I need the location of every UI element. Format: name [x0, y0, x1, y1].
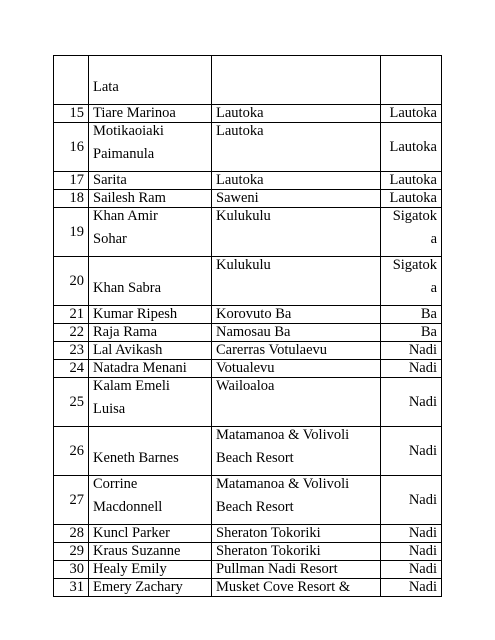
name-line: Kuncl Parker: [93, 525, 170, 541]
table-body: [54, 56, 442, 597]
table-row: [54, 525, 442, 543]
town-line: a: [430, 231, 437, 247]
location-cell: [212, 561, 381, 579]
name-cell: [89, 324, 212, 342]
location-line: Namosau Ba: [216, 324, 291, 340]
table-row: [54, 190, 442, 208]
row-number: 17: [54, 172, 89, 190]
town-cell: Ba: [381, 324, 442, 342]
row-number: 18: [54, 190, 89, 208]
table-row: [54, 324, 442, 342]
name-cell: [89, 56, 212, 105]
row-number: 16: [54, 123, 89, 172]
location-cell: [212, 324, 381, 342]
location-line: Votualevu: [216, 360, 275, 376]
name-line: Kraus Suzanne: [93, 543, 181, 559]
name-line: Emery Zachary: [93, 579, 183, 595]
location-cell: [212, 427, 381, 476]
town-cell: Ba: [381, 306, 442, 324]
town-cell: Nadi: [381, 543, 442, 561]
row-number: 21: [54, 306, 89, 324]
table-row: [54, 123, 442, 172]
location-line: Carerras Votulaevu: [216, 342, 328, 358]
name-line: Lal Avikash: [93, 342, 163, 358]
name-line: Natadra Menani: [93, 360, 187, 376]
location-cell: [212, 190, 381, 208]
town-line: Sigatok: [392, 208, 437, 224]
row-number: 24: [54, 360, 89, 378]
location-line: Beach Resort: [216, 450, 294, 466]
town-cell: Nadi: [381, 427, 442, 476]
location-line: Lautoka: [216, 123, 264, 139]
table-row: [54, 172, 442, 190]
name-cell: [89, 561, 212, 579]
town-cell: Lautoka: [381, 105, 442, 123]
row-number: [54, 56, 89, 105]
town-line: a: [430, 280, 437, 296]
table-row: [54, 378, 442, 427]
location-line: Korovuto Ba: [216, 306, 292, 322]
name-line: Keneth Barnes: [93, 450, 179, 466]
table-row: [54, 257, 442, 306]
table-row: [54, 543, 442, 561]
name-line: Motikaoiaki: [93, 123, 164, 139]
location-cell: [212, 172, 381, 190]
row-number: 31: [54, 579, 89, 597]
location-cell: [212, 579, 381, 597]
town-cell: Nadi: [381, 579, 442, 597]
name-line: Luisa: [93, 401, 126, 417]
name-line: Sohar: [93, 231, 127, 247]
table-row: [54, 56, 442, 105]
row-number: 25: [54, 378, 89, 427]
location-cell: [212, 257, 381, 306]
table-row: [54, 105, 442, 123]
name-line: Kalam Emeli: [93, 378, 170, 394]
location-cell: [212, 105, 381, 123]
town-cell: [381, 56, 442, 105]
name-line: Khan Amir: [93, 208, 158, 224]
location-line: Lautoka: [216, 172, 264, 188]
town-cell: Nadi: [381, 342, 442, 360]
location-line: Musket Cove Resort &: [216, 579, 351, 595]
row-number: 20: [54, 257, 89, 306]
location-line: Sheraton Tokoriki: [216, 543, 321, 559]
name-cell: [89, 579, 212, 597]
town-line: Sigatok: [392, 257, 437, 273]
town-cell: Lautoka: [381, 123, 442, 172]
name-cell: [89, 105, 212, 123]
location-line: Wailoaloa: [216, 378, 275, 394]
table-row: [54, 476, 442, 525]
location-cell: [212, 123, 381, 172]
location-line: Matamanoa & Volivoli: [216, 427, 350, 443]
name-cell: [89, 543, 212, 561]
town-cell: [381, 208, 442, 257]
name-line: Raja Rama: [93, 324, 158, 340]
row-number: 19: [54, 208, 89, 257]
name-cell: [89, 525, 212, 543]
name-line: Paimanula: [93, 146, 155, 162]
town-cell: Nadi: [381, 378, 442, 427]
row-number: 22: [54, 324, 89, 342]
table-row: [54, 579, 442, 597]
location-cell: [212, 525, 381, 543]
location-line: Kulukulu: [216, 257, 271, 273]
name-line: Corrine: [93, 476, 138, 492]
table-row: [54, 360, 442, 378]
name-line: [93, 427, 207, 450]
town-cell: Lautoka: [381, 172, 442, 190]
name-cell: [89, 123, 212, 172]
name-cell: [89, 306, 212, 324]
name-line: Sarita: [93, 172, 127, 188]
town-cell: Nadi: [381, 476, 442, 525]
name-cell: [89, 378, 212, 427]
location-line: Matamanoa & Volivoli: [216, 476, 350, 492]
location-line: Lautoka: [216, 105, 264, 121]
table-row: [54, 306, 442, 324]
row-number: 28: [54, 525, 89, 543]
row-number: 26: [54, 427, 89, 476]
name-cell: [89, 208, 212, 257]
location-cell: [212, 208, 381, 257]
row-number: 15: [54, 105, 89, 123]
table-row: [54, 208, 442, 257]
row-number: 29: [54, 543, 89, 561]
name-line: Khan Sabra: [93, 280, 162, 296]
location-cell: [212, 543, 381, 561]
town-cell: [381, 257, 442, 306]
town-cell: Nadi: [381, 561, 442, 579]
location-line: Kulukulu: [216, 208, 271, 224]
name-line: Healy Emily: [93, 561, 167, 577]
name-line: Kumar Ripesh: [93, 306, 178, 322]
name-line: [93, 257, 207, 280]
name-cell: [89, 342, 212, 360]
table-row: [54, 427, 442, 476]
table-row: [54, 561, 442, 579]
location-cell: [212, 56, 381, 105]
row-number: 30: [54, 561, 89, 579]
location-cell: [212, 306, 381, 324]
location-line: Beach Resort: [216, 499, 294, 515]
town-cell: Lautoka: [381, 190, 442, 208]
location-line: Sheraton Tokoriki: [216, 525, 321, 541]
name-line: [93, 56, 207, 79]
location-cell: [212, 360, 381, 378]
name-cell: [89, 190, 212, 208]
location-line: Saweni: [216, 190, 259, 206]
row-number: 23: [54, 342, 89, 360]
name-line: Macdonnell: [93, 499, 163, 515]
location-cell: [212, 378, 381, 427]
table-row: [54, 342, 442, 360]
name-line: Lata: [93, 79, 119, 95]
location-line: Pullman Nadi Resort: [216, 561, 338, 577]
location-cell: [212, 342, 381, 360]
name-cell: [89, 360, 212, 378]
row-number: 27: [54, 476, 89, 525]
location-cell: [212, 476, 381, 525]
document-table: [53, 55, 442, 597]
name-cell: [89, 476, 212, 525]
name-cell: [89, 257, 212, 306]
name-cell: [89, 172, 212, 190]
town-cell: Nadi: [381, 360, 442, 378]
town-cell: Nadi: [381, 525, 442, 543]
name-line: Tiare Marinoa: [93, 105, 176, 121]
name-cell: [89, 427, 212, 476]
name-line: Sailesh Ram: [93, 190, 166, 206]
